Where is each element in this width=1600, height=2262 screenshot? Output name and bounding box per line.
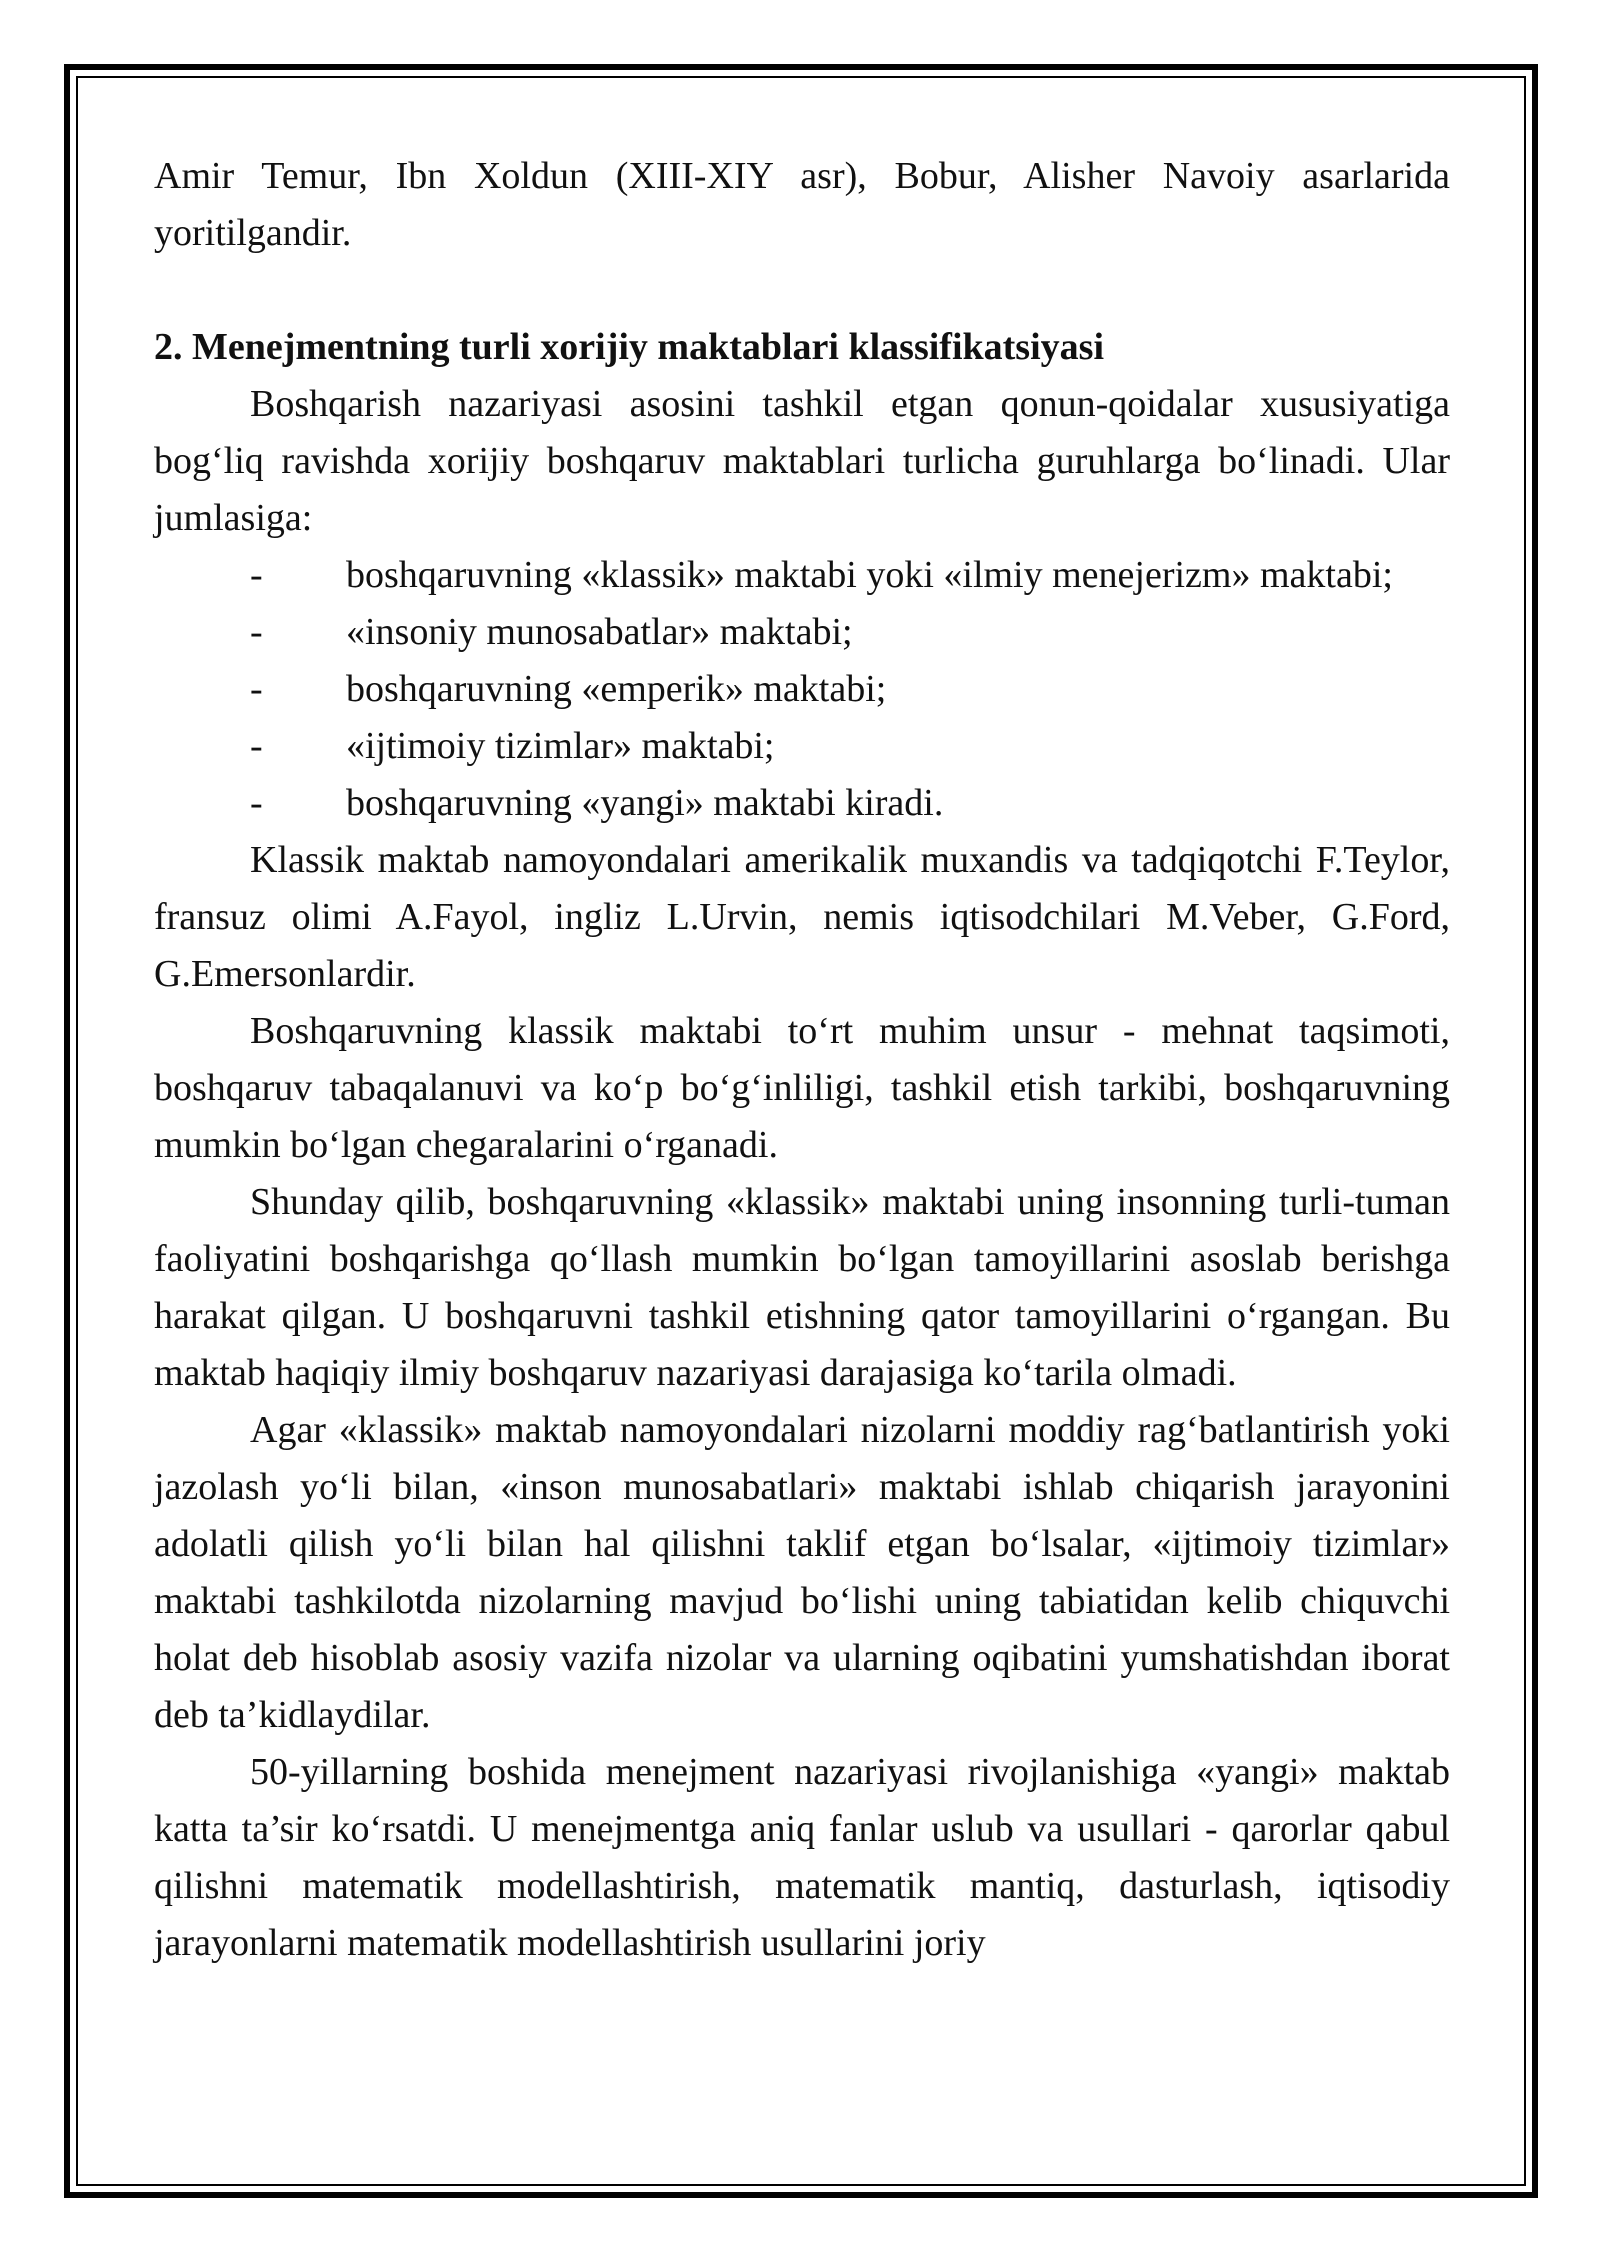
body-paragraph: Shunday qilib, boshqaruvning «klassik» maktabi uning insonning turli-tuman faoliyatini boshqarishga qo‘llash mumkin bo‘lgan tamoyillarini asoslab berishga harakat qilgan. U boshqaruvni tashkil etishning qator tamoyillarini o‘rgangan. Bu maktab haqiqiy ilmiy boshqaruv nazariyasi darajasiga ko‘tarila olmadi.: [154, 1181, 1450, 1394]
blank-line: [154, 262, 1450, 319]
list-item-text: boshqaruvning «yangi» maktabi kiradi.: [346, 782, 944, 824]
list-dash: -: [250, 611, 263, 653]
list-item-text: «ijtimoiy tizimlar» maktabi;: [346, 725, 775, 767]
section-heading: 2. Menejmentning turli xorijiy maktablari klassifikatsiyasi: [154, 326, 1104, 368]
body-paragraph: Klassik maktab namoyondalari amerikalik muxandis va tadqiqotchi F.Teylor, fransuz olimi A.Fayol, ingliz L.Urvin, nemis iqtisodchilari M.Veber, G.Ford, G.Emersonlardir.: [154, 839, 1450, 995]
body-paragraph: Agar «klassik» maktab namoyondalari nizolarni moddiy rag‘batlantirish yoki jazolash yo‘li bilan, «inson munosabatlari» maktabi ishlab chiqarish jarayonini adolatli qilish yo‘li bilan hal qilishni taklif etgan bo‘lsalar, «ijtimoiy tizimlar» maktabi tashkilotda nizolarning mavjud bo‘lishi uning tabiatidan kelib chiquvchi holat deb hisoblab asosiy vazifa nizolar va ularning oqibatini yumshatishdan iborat deb ta’kidlaydilar.: [154, 1409, 1450, 1736]
continued-paragraph: Amir Temur, Ibn Xoldun (XIII-XIY asr), Bobur, Alisher Navoiy asarlarida yoritilgandir.: [154, 155, 1450, 254]
list-dash: -: [250, 668, 263, 710]
list-dash: -: [250, 782, 263, 824]
list-dash: -: [250, 554, 263, 596]
list-item: [154, 604, 1450, 661]
document-body: [154, 148, 1450, 1972]
intro-paragraph: Boshqarish nazariyasi asosini tashkil etgan qonun-qoidalar xususiyatiga bog‘liq ravishda xorijiy boshqaruv maktablari turlicha guruhlarga bo‘linadi. Ular jumlasiga:: [154, 383, 1450, 539]
list-item: [154, 775, 1450, 832]
body-paragraph: 50-yillarning boshida menejment nazariyasi rivojlanishiga «yangi» maktab katta ta’sir ko‘rsatdi. U menejmentga aniq fanlar uslub va usullari - qarorlar qabul qilishni matematik modellashtirish, matematik mantiq, dasturlash, iqtisodiy jarayonlarni matematik modellashtirish usullarini joriy: [154, 1751, 1450, 1964]
school-list: [154, 547, 1450, 832]
list-dash: -: [250, 725, 263, 767]
list-item-text: boshqaruvning «emperik» maktabi;: [346, 668, 887, 710]
list-item: [154, 718, 1450, 775]
list-item-text: «insoniy munosabatlar» maktabi;: [346, 611, 853, 653]
list-item: [154, 661, 1450, 718]
list-item-text: boshqaruvning «klassik» maktabi yoki «ilmiy menejerizm» maktabi;: [346, 554, 1393, 596]
list-item: [154, 547, 1450, 604]
body-paragraph: Boshqaruvning klassik maktabi to‘rt muhim unsur - mehnat taqsimoti, boshqaruv tabaqalanuvi va ko‘p bo‘g‘inliligi, tashkil etish tarkibi, boshqaruvning mumkin bo‘lgan chegaralarini o‘rganadi.: [154, 1010, 1450, 1166]
